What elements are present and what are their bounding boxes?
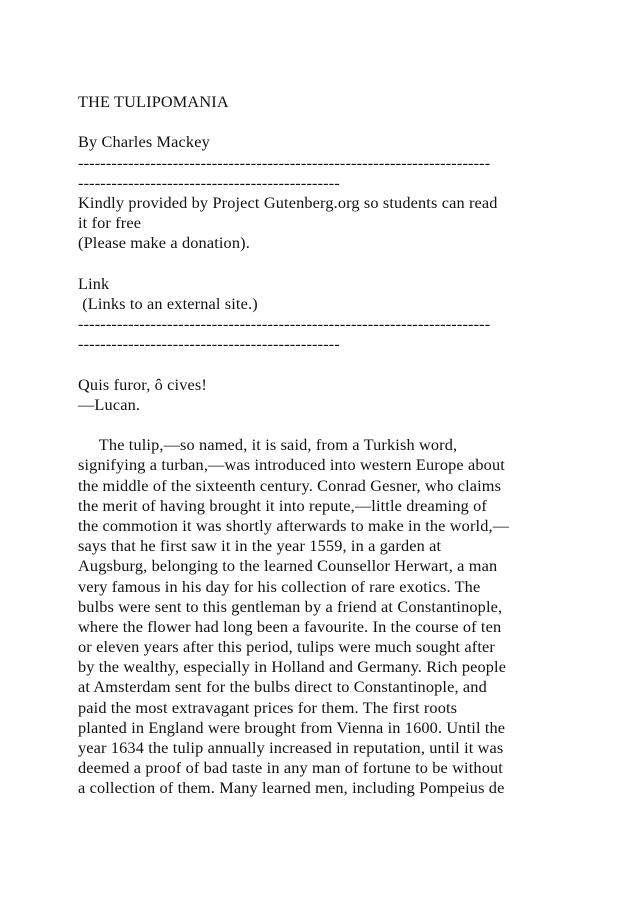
document-title: THE TULIPOMANIA <box>78 92 229 111</box>
spacer <box>78 354 578 374</box>
body-line: very famous in his day for his collection of rare exotics. The <box>78 576 481 596</box>
body-line: the middle of the sixteenth century. Conrad Gesner, who claims <box>78 475 502 495</box>
body-line: where the flower had long been a favourite. In the course of ten <box>78 616 502 636</box>
credit-line: it for free <box>78 213 142 233</box>
body-line: the merit of having brought it into repute,—little dreaming of <box>78 495 488 515</box>
body-line: signifying a turban,—was introduced into western Europe about <box>78 455 505 475</box>
body-line: a collection of them. Many learned men, including Pompeius de <box>78 778 505 798</box>
body-line: by the wealthy, especially in Holland and Germany. Rich people <box>78 657 507 677</box>
body-line: The tulip,—so named, it is said, from a Turkish word, <box>78 435 458 455</box>
spacer <box>78 415 578 435</box>
body-line: planted in England were brought from Vienna in 1600. Until the <box>78 717 506 737</box>
link-label[interactable]: Link <box>78 273 110 293</box>
separator-rule: ----------------------------------------------- <box>78 334 340 354</box>
separator-rule: ----------------------------------------------- <box>78 172 340 192</box>
body-line: deemed a proof of bad taste in any man of fortune to be without <box>78 758 503 778</box>
body-line: says that he first saw it in the year 1559, in a garden at <box>78 536 442 556</box>
epigraph-source: —Lucan. <box>78 394 141 414</box>
body-line: or eleven years after this period, tulips were much sought after <box>78 637 495 657</box>
credit-line: Kindly provided by Project Gutenberg.org so students can read <box>78 192 498 212</box>
body-line: at Amsterdam sent for the bulbs direct to Constantinople, and <box>78 677 487 697</box>
separator-rule: -------------------------------------------------------------------------- <box>78 152 491 172</box>
spacer <box>78 254 578 274</box>
document-text <box>78 92 578 799</box>
body-line: paid the most extravagant prices for them. The first roots <box>78 697 458 717</box>
spacer <box>78 112 578 132</box>
separator-rule: -------------------------------------------------------------------------- <box>78 314 491 334</box>
credit-line: (Please make a donation). <box>78 233 250 253</box>
body-line: year 1634 the tulip annually increased in reputation, until it was <box>78 738 504 757</box>
link-note: (Links to an external site.) <box>78 293 258 313</box>
body-line: Augsburg, belonging to the learned Counsellor Herwart, a man <box>78 556 498 576</box>
author-line: By Charles Mackey <box>78 132 210 152</box>
body-line: bulbs were sent to this gentleman by a friend at Constantinople, <box>78 596 503 616</box>
body-line: the commotion it was shortly afterwards to make in the world,— <box>78 515 510 535</box>
epigraph: Quis furor, ô cives! <box>78 374 207 394</box>
